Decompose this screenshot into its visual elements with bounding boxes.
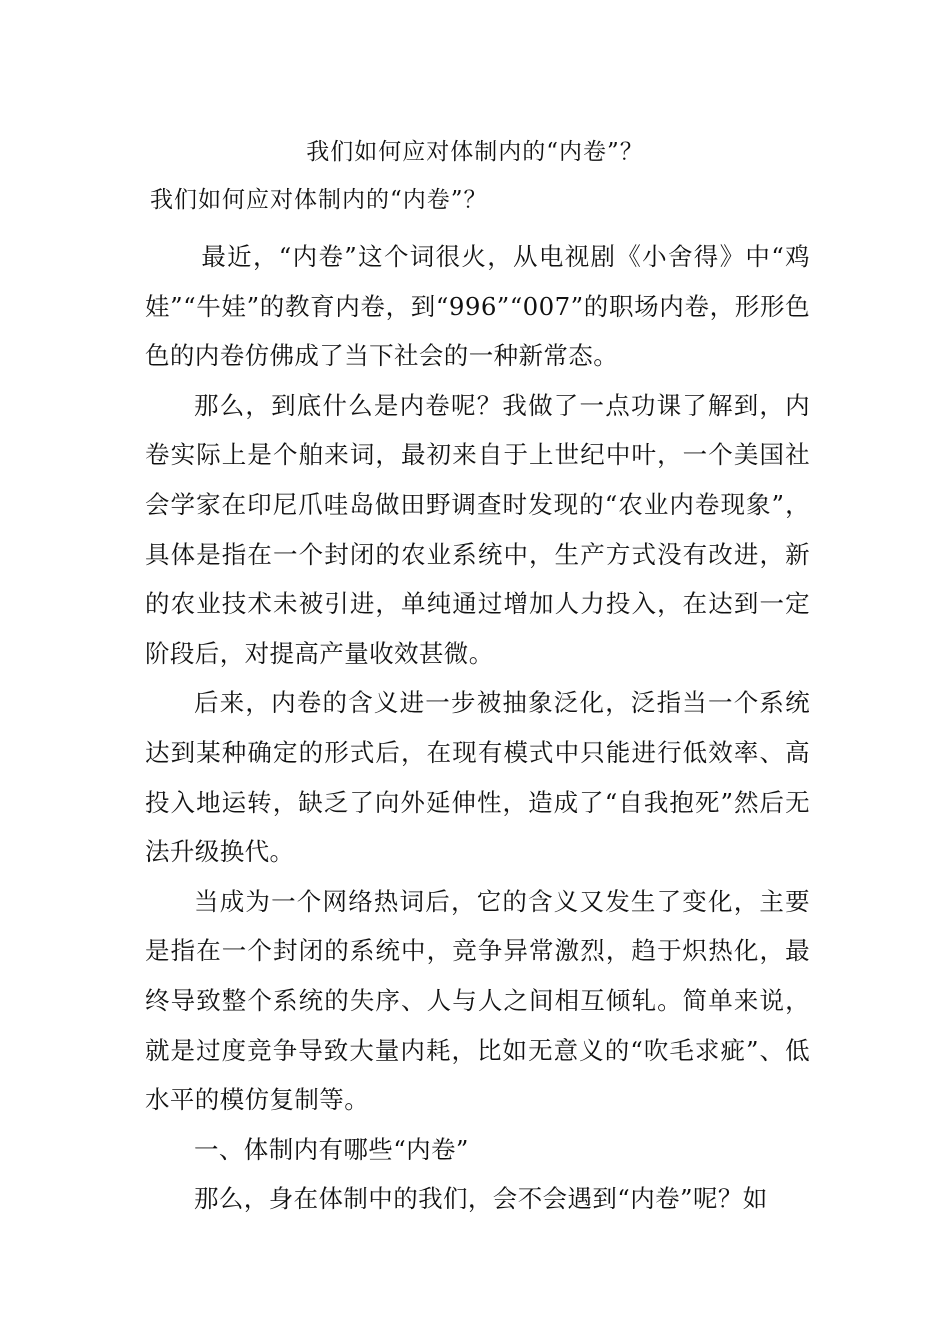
section-heading: 一、体制内有哪些“内卷” — [194, 1134, 469, 1164]
document-body — [145, 232, 810, 1224]
document-subtitle: 我们如何应对体制内的“内卷”？ — [150, 187, 488, 213]
paragraph-1: 最近，“内卷”这个词很火，从电视剧《小舍得》中“鸡娃”“牛娃”的教育内卷，到“996”“007”的职场内卷，形形色色的内卷仿佛成了当下社会的一种新常态。 — [145, 242, 810, 371]
paragraph-4: 当成为一个网络热词后，它的含义又发生了变化，主要是指在一个封闭的系统中，竞争异常激烈，趋于炽热化，最终导致整个系统的失序、人与人之间相互倾轧。简单来说，就是过度竞争导致大量内耗，比如无意义的“吹毛求疵”、低水平的模仿复制等。 — [145, 886, 810, 1115]
paragraph-5: 那么，身在体制中的我们，会不会遇到“内卷”呢？如 — [194, 1184, 768, 1214]
document-title: 我们如何应对体制内的“内卷”？ — [306, 139, 644, 165]
paragraph-2: 那么，到底什么是内卷呢？我做了一点功课了解到，内卷实际上是个舶来词，最初来自于上世纪中叶，一个美国社会学家在印尼爪哇岛做田野调查时发现的“农业内卷现象”，具体是指在一个封闭的农业系统中，生产方式没有改进，新的农业技术未被引进，单纯通过增加人力投入，在达到一定阶段后，对提高产量收效甚微。 — [145, 390, 810, 668]
paragraph-3: 后来，内卷的含义进一步被抽象泛化，泛指当一个系统达到某种确定的形式后，在现有模式中只能进行低效率、高投入地运转，缺乏了向外延伸性，造成了“自我抱死”然后无法升级换代。 — [145, 688, 810, 867]
